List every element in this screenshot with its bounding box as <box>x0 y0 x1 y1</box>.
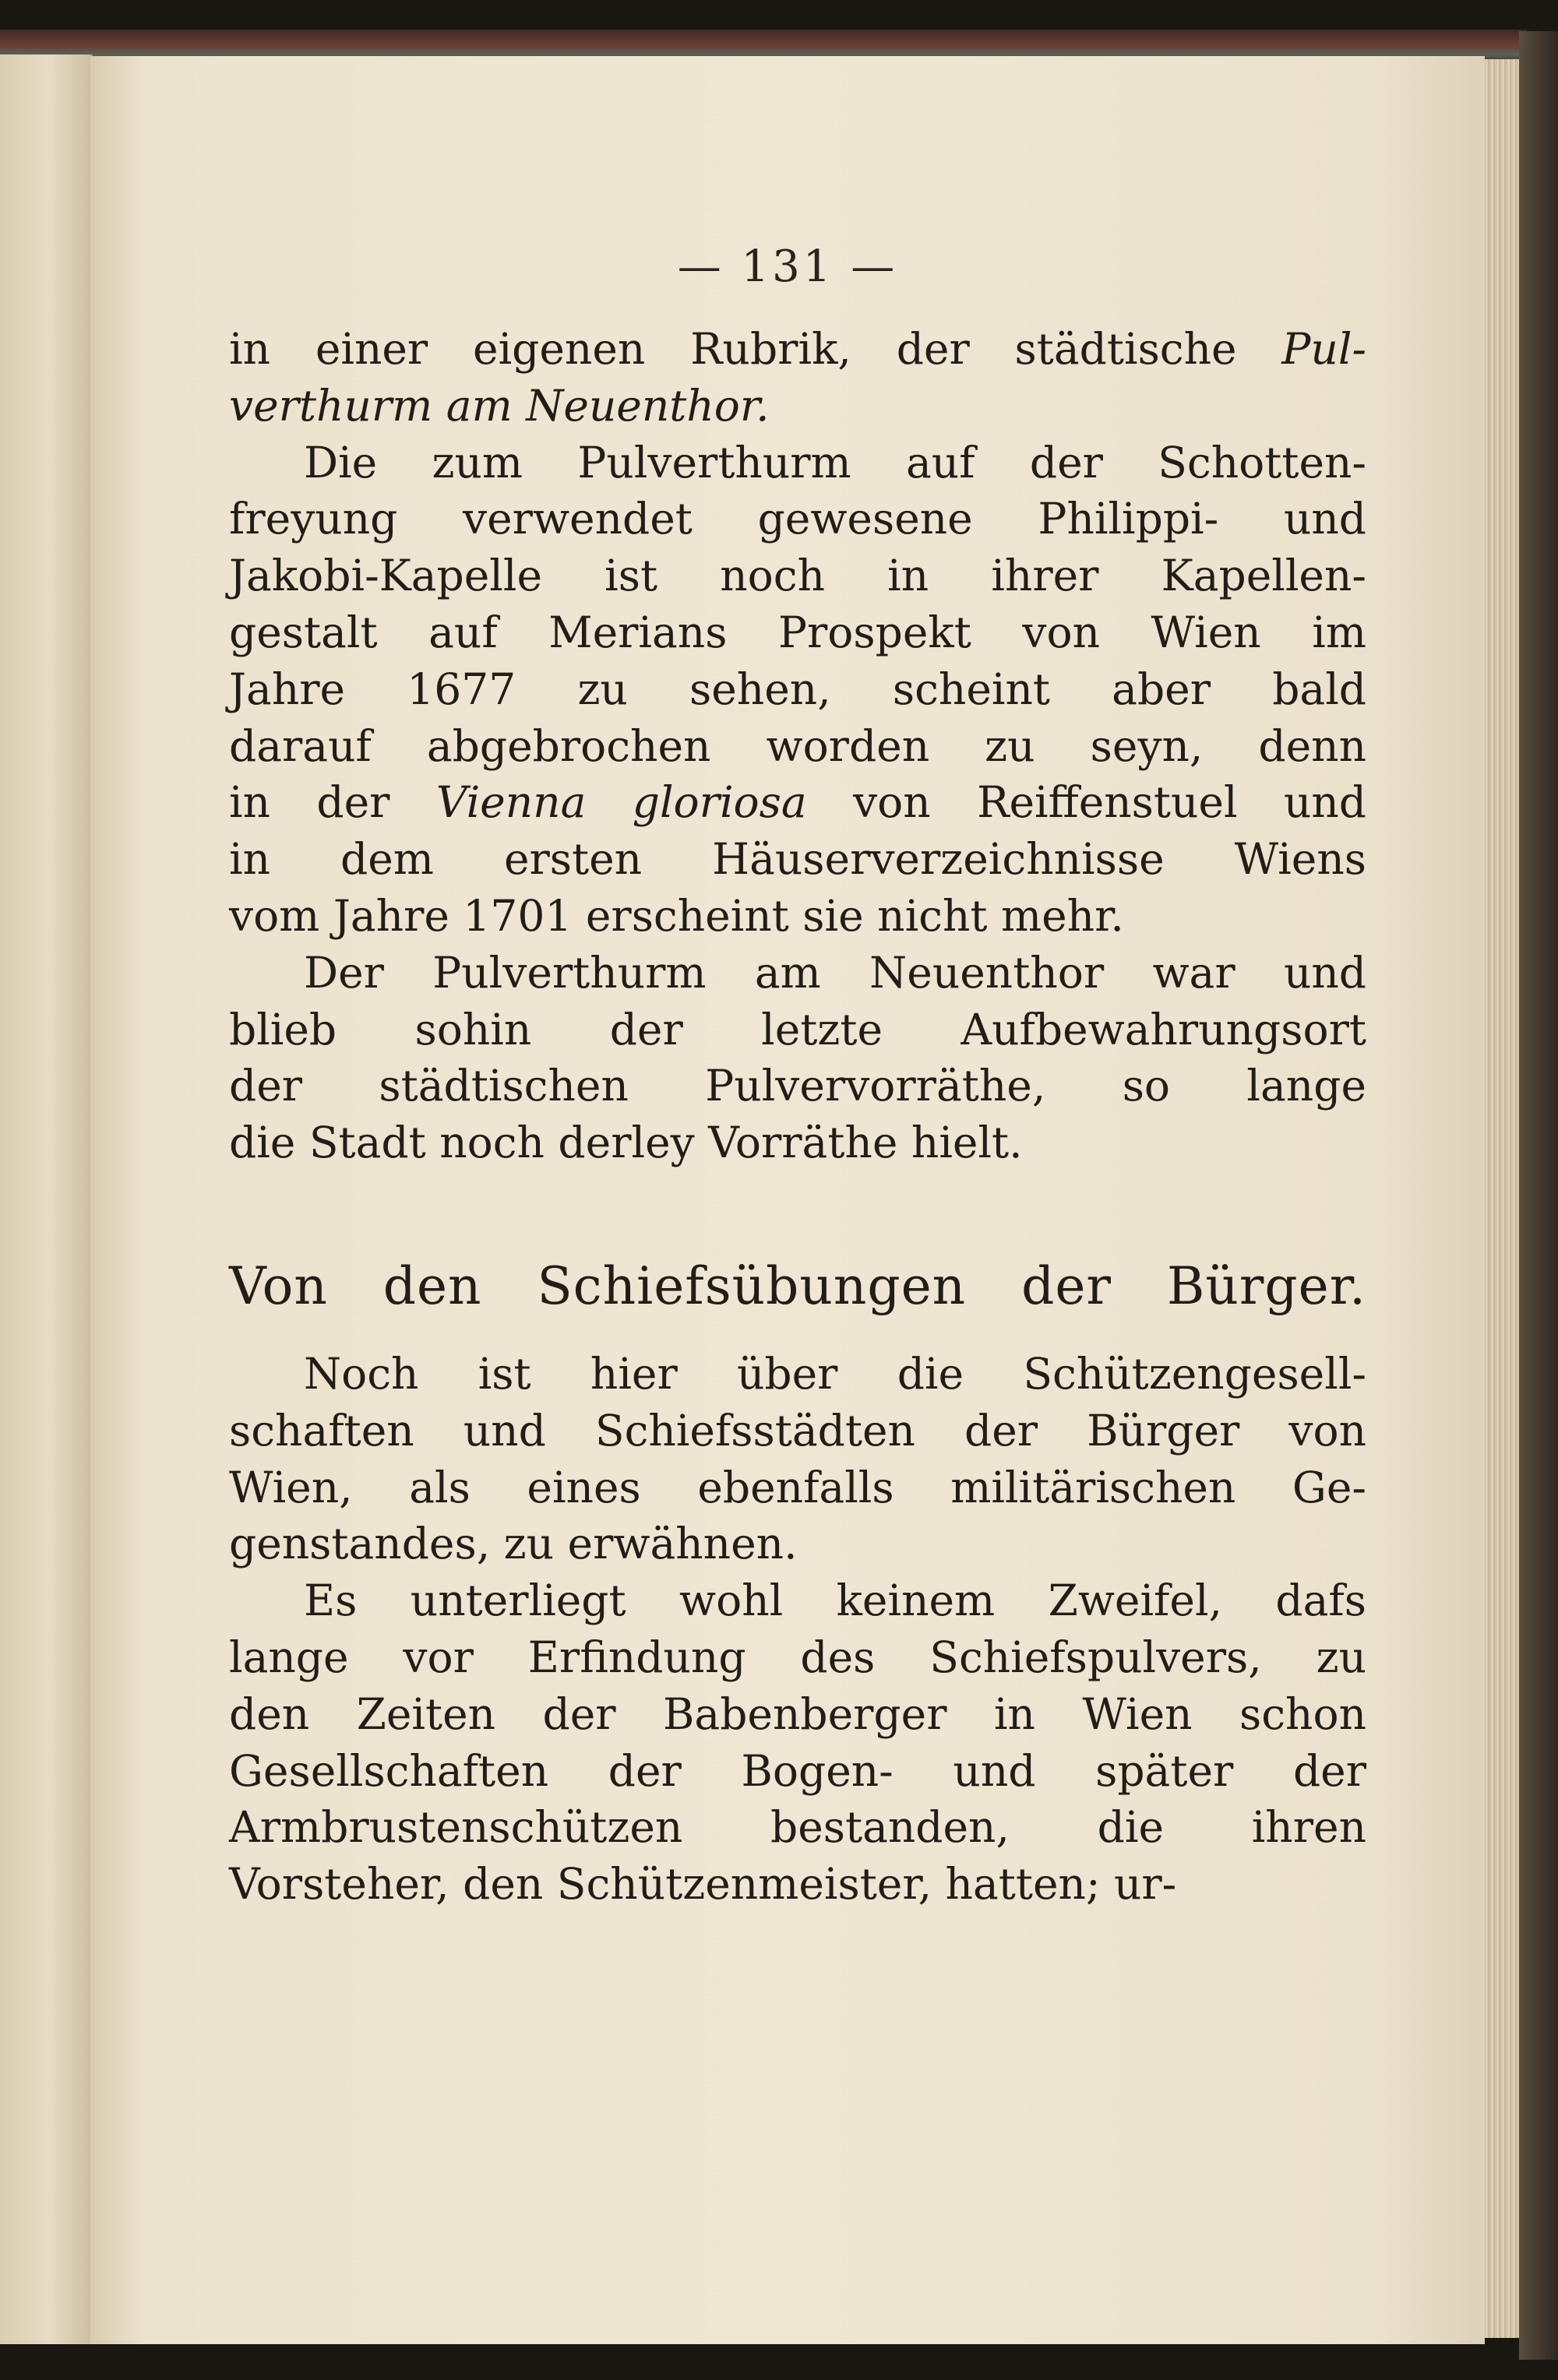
body-block-after-heading <box>229 1346 1366 1913</box>
book-page <box>90 56 1485 2344</box>
text-line: Es unterliegt wohl keinem Zweifel, dafs <box>304 1576 1366 1626</box>
line-text: von Reiffenstuel und <box>806 777 1366 828</box>
text-line: der städtischen Pulvervorräthe, so lange <box>229 1061 1366 1111</box>
text-line: freyung verwendet gewesene Philippi- und <box>229 494 1366 544</box>
text-line: Jahre 1677 zu sehen, scheint aber bald <box>229 664 1366 714</box>
page-edges-stack <box>1485 59 1519 2338</box>
text-line: die Stadt noch derley Vorräthe hielt. <box>229 1118 1023 1168</box>
text-line: in dem ersten Häuserverzeichnisse Wiens <box>229 834 1366 885</box>
text-line: lange vor Erfindung des Schiefspulvers, zu <box>229 1632 1366 1682</box>
text-line: den Zeiten der Babenberger in Wien schon <box>229 1688 1366 1739</box>
text-line: Armbrustenschützen bestanden, die ihren <box>229 1802 1366 1853</box>
text-line: Jakobi-Kapelle ist noch in ihrer Kapellen- <box>229 551 1366 601</box>
italic-text: Pul- <box>1281 324 1366 374</box>
section-heading: Von den Schiefsübungen der Bürger. <box>229 1255 1366 1316</box>
text-line: blieb sohin der letzte Aufbewahrungsort <box>229 1004 1366 1054</box>
italic-text: verthurm am Neuenthor. <box>229 380 770 431</box>
text-line: gestalt auf Merians Prospekt von Wien im <box>229 607 1366 657</box>
text-line: Gesellschaften der Bogen- und später der <box>229 1745 1366 1796</box>
text-line: Wien, als eines ebenfalls militärischen Ge- <box>229 1462 1366 1512</box>
book-board-right <box>1519 31 1558 2360</box>
text-line: Noch ist hier über die Schützengesell- <box>304 1348 1366 1399</box>
page-text <box>229 321 1366 1913</box>
facing-page-edge <box>0 55 93 2344</box>
text-line: darauf abgebrochen worden zu seyn, denn <box>229 720 1366 771</box>
text-line <box>229 378 1366 435</box>
text-line: Der Pulverthurm am Neuenthor war und <box>304 947 1366 998</box>
italic-text: Vienna gloriosa <box>435 777 807 828</box>
text-line: Vorsteher, den Schützenmeister, hatten; ur- <box>229 1859 1177 1910</box>
body-block-before-heading <box>229 321 1366 1171</box>
text-line <box>229 321 1366 378</box>
page-number: — 131 — <box>677 241 898 292</box>
line-text: in einer eigenen Rubrik, der städtische <box>229 324 1282 374</box>
text-line: vom Jahre 1701 erscheint sie nicht mehr. <box>229 890 1124 941</box>
text-line: schaften und Schiefsstädten der Bürger von <box>229 1405 1366 1456</box>
text-line <box>229 774 1366 831</box>
text-line: genstandes, zu erwähnen. <box>229 1519 798 1569</box>
text-line: Die zum Pulverthurm auf der Schotten- <box>304 437 1366 488</box>
line-text: in der <box>229 777 436 828</box>
